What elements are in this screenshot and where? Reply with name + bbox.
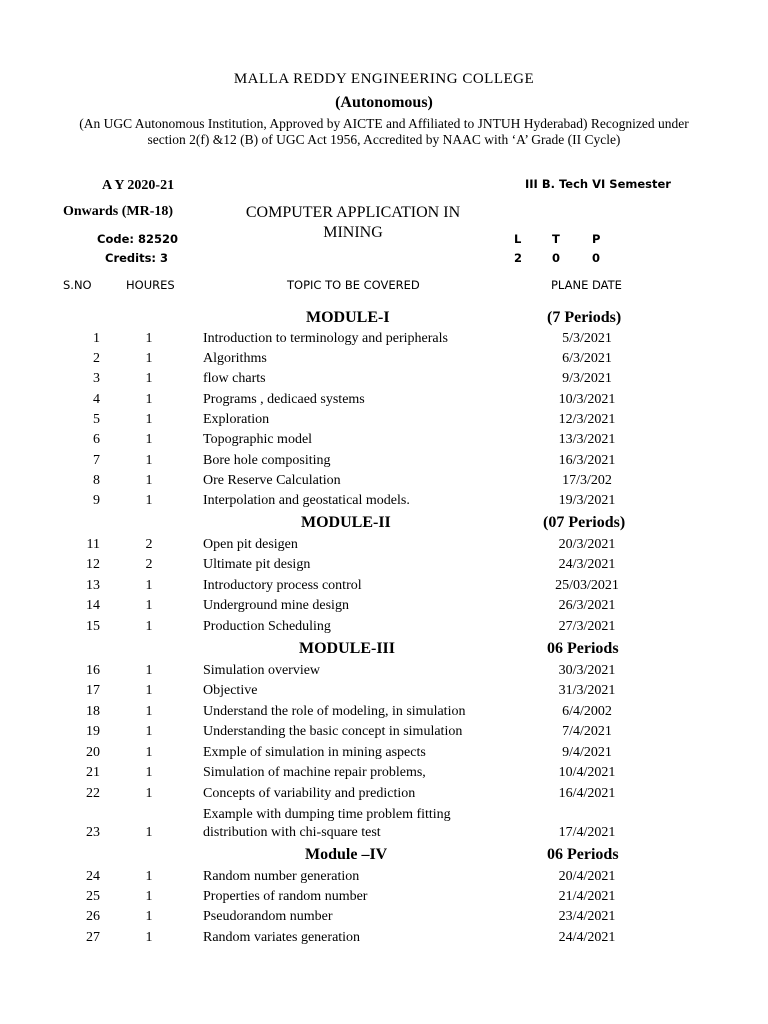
row-date: 24/4/2021 bbox=[558, 930, 616, 945]
row-hours: 2 bbox=[145, 537, 153, 552]
table-row bbox=[0, 453, 768, 473]
row-sno: 15 bbox=[86, 619, 100, 634]
row-hours: 1 bbox=[145, 351, 153, 366]
row-date: 25/03/2021 bbox=[555, 578, 619, 593]
row-hours: 1 bbox=[145, 909, 153, 924]
table-row bbox=[0, 930, 768, 950]
row-hours: 1 bbox=[145, 453, 153, 468]
row-hours: 1 bbox=[145, 598, 153, 613]
college-description: (An UGC Autonomous Institution, Approved by AICTE and Affiliated to JNTUH Hyderabad) Recognized under section 2(f) &12 (B) of UGC Act 1956, Accredited by NAAC with ‘A’ Grade (II Cycle) bbox=[79, 116, 689, 147]
row-date: 17/4/2021 bbox=[558, 825, 616, 840]
row-topic: Interpolation and geostatical models. bbox=[203, 493, 410, 508]
row-hours: 1 bbox=[145, 889, 153, 904]
row-hours: 1 bbox=[145, 825, 153, 840]
row-sno: 25 bbox=[86, 889, 100, 904]
row-date: 6/3/2021 bbox=[562, 351, 612, 366]
table-row bbox=[0, 412, 768, 432]
row-sno: 2 bbox=[93, 351, 100, 366]
col-header-topic: TOPIC TO BE COVERED bbox=[287, 278, 420, 292]
row-hours: 1 bbox=[145, 578, 153, 593]
row-topic: flow charts bbox=[203, 371, 266, 386]
row-topic: Algorithms bbox=[203, 351, 267, 366]
row-hours: 1 bbox=[145, 683, 153, 698]
course-credits: Credits: 3 bbox=[105, 251, 169, 265]
col-header-hours: HOURES bbox=[126, 278, 175, 292]
table-row bbox=[0, 371, 768, 391]
row-sno: 20 bbox=[86, 745, 100, 760]
module-2-periods: (07 Periods) bbox=[543, 514, 626, 531]
row-hours: 1 bbox=[145, 371, 153, 386]
row-sno: 23 bbox=[86, 825, 100, 840]
table-row bbox=[0, 745, 768, 765]
table-row bbox=[0, 598, 768, 618]
col-header-date: PLANE DATE bbox=[551, 278, 622, 292]
row-topic: Properties of random number bbox=[203, 889, 368, 904]
college-name: MALLA REDDY ENGINEERING COLLEGE bbox=[233, 71, 535, 87]
module-2-title: MODULE-II bbox=[301, 514, 391, 531]
ltp-label-p: P bbox=[592, 232, 601, 246]
table-row bbox=[0, 493, 768, 513]
row-topic: Exmple of simulation in mining aspects bbox=[203, 745, 426, 760]
row-sno: 26 bbox=[86, 909, 100, 924]
table-row bbox=[0, 765, 768, 785]
table-row bbox=[0, 578, 768, 598]
row-date: 10/3/2021 bbox=[558, 392, 616, 407]
course-title: COMPUTER APPLICATION IN MINING bbox=[245, 204, 461, 241]
row-topic: Understand the role of modeling, in simulation bbox=[203, 704, 466, 719]
row-topic: Underground mine design bbox=[203, 598, 349, 613]
table-row bbox=[0, 557, 768, 577]
row-sno: 19 bbox=[86, 724, 100, 739]
row-topic: Pseudorandom number bbox=[203, 909, 333, 924]
table-row bbox=[0, 392, 768, 412]
row-topic: Production Scheduling bbox=[203, 619, 331, 634]
row-hours: 1 bbox=[145, 432, 153, 447]
row-topic: Open pit desigen bbox=[203, 537, 298, 552]
row-date: 13/3/2021 bbox=[558, 432, 616, 447]
row-date: 23/4/2021 bbox=[558, 909, 616, 924]
row-date: 21/4/2021 bbox=[558, 889, 616, 904]
row-hours: 1 bbox=[145, 930, 153, 945]
row-sno: 7 bbox=[93, 453, 100, 468]
module-1-periods: (7 Periods) bbox=[547, 309, 622, 326]
row-hours: 1 bbox=[145, 786, 153, 801]
row-sno: 24 bbox=[86, 869, 100, 884]
module-4-title: Module –IV bbox=[305, 846, 388, 863]
row-sno: 5 bbox=[93, 412, 100, 427]
row-topic: Ultimate pit design bbox=[203, 557, 311, 572]
row-hours: 1 bbox=[145, 392, 153, 407]
course-code: Code: 82520 bbox=[97, 232, 178, 246]
row-topic: distribution with chi-square test bbox=[203, 825, 381, 840]
row-topic: Concepts of variability and prediction bbox=[203, 786, 416, 801]
module-4-periods: 06 Periods bbox=[547, 846, 619, 863]
row-topic: Programs , dedicaed systems bbox=[203, 392, 365, 407]
row-topic: Ore Reserve Calculation bbox=[203, 473, 341, 488]
row-date: 12/3/2021 bbox=[558, 412, 616, 427]
row-topic: Objective bbox=[203, 683, 258, 698]
row-hours: 1 bbox=[145, 493, 153, 508]
row-topic: Simulation overview bbox=[203, 663, 321, 678]
row-sno: 6 bbox=[93, 432, 100, 447]
row-sno: 27 bbox=[86, 930, 100, 945]
row-sno: 11 bbox=[86, 537, 100, 552]
table-row bbox=[0, 432, 768, 452]
row-date: 9/4/2021 bbox=[562, 745, 612, 760]
table-row bbox=[0, 663, 768, 683]
table-row bbox=[0, 909, 768, 929]
row-topic: Random number generation bbox=[203, 869, 360, 884]
table-row bbox=[0, 619, 768, 639]
module-1-title: MODULE-I bbox=[306, 309, 390, 326]
row-date: 6/4/2002 bbox=[562, 704, 612, 719]
table-row bbox=[0, 786, 768, 806]
row-topic: Understanding the basic concept in simulation bbox=[203, 724, 463, 739]
row-sno: 18 bbox=[86, 704, 100, 719]
col-header-sno: S.NO bbox=[63, 278, 92, 292]
row-date: 10/4/2021 bbox=[558, 765, 616, 780]
table-row bbox=[0, 683, 768, 703]
row-hours: 1 bbox=[145, 331, 153, 346]
row-hours: 1 bbox=[145, 765, 153, 780]
semester: III B. Tech VI Semester bbox=[525, 177, 671, 191]
module-3-periods: 06 Periods bbox=[547, 640, 619, 657]
row-date: 31/3/2021 bbox=[558, 683, 616, 698]
row-topic-line1: Example with dumping time problem fitting bbox=[203, 807, 451, 822]
row-sno: 4 bbox=[93, 392, 100, 407]
table-row bbox=[0, 825, 768, 845]
row-date: 24/3/2021 bbox=[558, 557, 616, 572]
table-row bbox=[0, 473, 768, 493]
table-row bbox=[0, 537, 768, 557]
academic-year: A Y 2020-21 bbox=[102, 178, 175, 193]
row-hours: 1 bbox=[145, 869, 153, 884]
module-3-title: MODULE-III bbox=[299, 640, 396, 657]
row-hours: 1 bbox=[145, 704, 153, 719]
ltp-label-t: T bbox=[552, 232, 560, 246]
row-hours: 1 bbox=[145, 724, 153, 739]
table-row bbox=[0, 724, 768, 744]
table-row bbox=[0, 704, 768, 724]
ltp-value-l: 2 bbox=[514, 251, 523, 265]
table-row bbox=[0, 351, 768, 371]
row-topic: Introductory process control bbox=[203, 578, 362, 593]
row-hours: 1 bbox=[145, 412, 153, 427]
row-sno: 13 bbox=[86, 578, 100, 593]
row-sno: 9 bbox=[93, 493, 100, 508]
row-topic: Exploration bbox=[203, 412, 270, 427]
row-hours: 1 bbox=[145, 745, 153, 760]
row-date: 16/3/2021 bbox=[558, 453, 616, 468]
row-hours: 1 bbox=[145, 619, 153, 634]
row-sno: 21 bbox=[86, 765, 100, 780]
row-sno: 17 bbox=[86, 683, 100, 698]
row-date: 26/3/2021 bbox=[558, 598, 616, 613]
row-topic: Random variates generation bbox=[203, 930, 361, 945]
row-topic: Bore hole compositing bbox=[203, 453, 331, 468]
row-date: 16/4/2021 bbox=[558, 786, 616, 801]
row-sno: 3 bbox=[93, 371, 100, 386]
table-row bbox=[0, 331, 768, 351]
row-hours: 1 bbox=[145, 663, 153, 678]
row-date: 7/4/2021 bbox=[562, 724, 612, 739]
row-sno: 12 bbox=[86, 557, 100, 572]
row-date: 19/3/2021 bbox=[558, 493, 616, 508]
row-date: 20/3/2021 bbox=[558, 537, 616, 552]
table-row bbox=[0, 889, 768, 909]
row-sno: 8 bbox=[93, 473, 100, 488]
row-topic: Introduction to terminology and peripherals bbox=[203, 331, 448, 346]
row-hours: 1 bbox=[145, 473, 153, 488]
regulation: Onwards (MR-18) bbox=[63, 204, 174, 219]
table-row-line1 bbox=[0, 807, 768, 827]
row-topic: Simulation of machine repair problems, bbox=[203, 765, 426, 780]
row-date: 9/3/2021 bbox=[562, 371, 612, 386]
row-sno: 22 bbox=[86, 786, 100, 801]
row-date: 30/3/2021 bbox=[558, 663, 616, 678]
row-date: 27/3/2021 bbox=[558, 619, 616, 634]
ltp-value-p: 0 bbox=[592, 251, 601, 265]
table-row bbox=[0, 869, 768, 889]
ltp-label-l: L bbox=[514, 232, 522, 246]
ltp-value-t: 0 bbox=[552, 251, 561, 265]
row-date: 20/4/2021 bbox=[558, 869, 616, 884]
row-sno: 14 bbox=[86, 598, 100, 613]
autonomous-label: (Autonomous) bbox=[335, 94, 433, 111]
row-date: 5/3/2021 bbox=[562, 331, 612, 346]
row-topic: Topographic model bbox=[203, 432, 313, 447]
row-date: 17/3/202 bbox=[562, 473, 612, 488]
row-sno: 16 bbox=[86, 663, 100, 678]
row-sno: 1 bbox=[93, 331, 100, 346]
row-hours: 2 bbox=[145, 557, 153, 572]
